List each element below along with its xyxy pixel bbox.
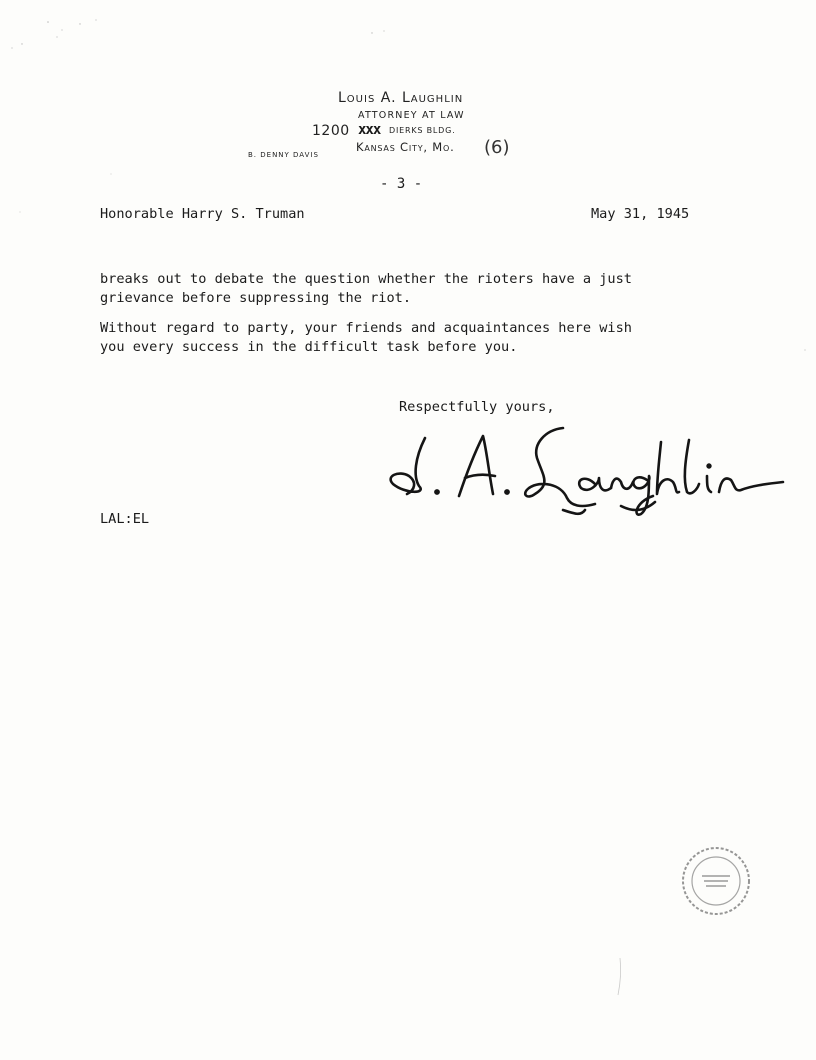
body-line: grievance before suppressing the riot. xyxy=(100,290,411,306)
archive-stamp xyxy=(680,845,752,917)
letterhead-title: ATTORNEY AT LAW xyxy=(358,110,465,121)
letterhead-building: DIERKS BLDG. xyxy=(389,126,456,135)
struck-out-text: xxx xyxy=(358,122,381,138)
letterhead-city: Kansas City, Mo. xyxy=(356,140,455,154)
handwritten-signature xyxy=(385,418,795,523)
letter-date: May 31, 1945 xyxy=(591,206,690,222)
handwritten-page-marker: (6) xyxy=(484,137,510,158)
body-line: you every success in the difficult task before you. xyxy=(100,339,518,355)
closing: Respectfully yours, xyxy=(399,399,555,415)
letterhead-name: Louis A. Laughlin xyxy=(338,90,464,106)
typist-initials: LAL:EL xyxy=(100,511,150,527)
page-number: - 3 - xyxy=(380,176,423,192)
body-line: breaks out to debate the question whether the rioters have a just xyxy=(100,271,632,287)
body-line: Without regard to party, your friends and acquaintances here wish xyxy=(100,320,632,336)
letterhead-address-number: 1200 xyxy=(312,123,350,139)
addressee: Honorable Harry S. Truman xyxy=(100,206,305,222)
letterhead-partner: B. DENNY DAVIS xyxy=(248,151,319,159)
